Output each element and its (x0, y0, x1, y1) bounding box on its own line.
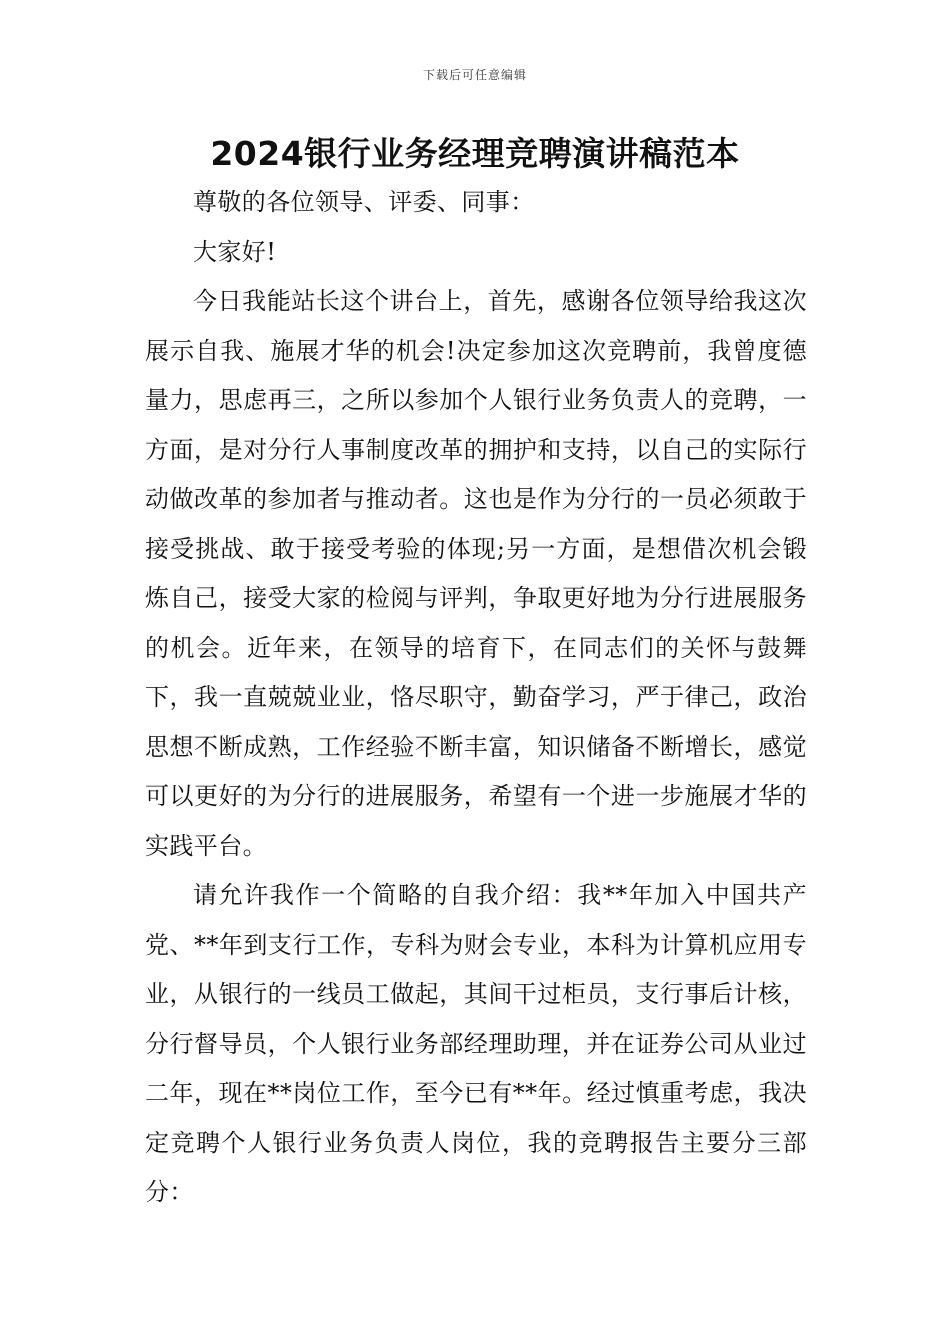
greeting-paragraph: 大家好! (193, 237, 277, 266)
header-note: 下载后可任意编辑 (422, 68, 527, 82)
salutation-paragraph: 尊敬的各位领导、评委、同事： (193, 188, 535, 216)
body-paragraph: 今日我能站长这个讲台上，首先，感谢各位领导给我这次展示自我、施展才华的机会!决定参加这次竞聘前，我曾度德量力，思虑再三，之所以参加个人银行业务负责人的竞聘，一方面，是对分行人事制度改革的拥护和支持，以自己的实际行动做改革的参加者与推动者。这也是作为分行的一员必须敢于接受挑战、敢于接受考验的体现;另一方面，是想借次机会锻炼自己，接受大家的检阅与评判，争取更好地为分行进展服务的机会。近年来，在领导的培育下，在同志们的关怀与鼓舞下，我一直兢兢业业，恪尽职守，勤奋学习，严于律己，政治思想不断成熟，工作经验不断丰富，知识储备不断增长，感觉可以更好的为分行的进展服务，希望有一个进一步施展才华的实践平台。 (145, 287, 807, 860)
document-body (145, 178, 807, 1218)
document-title: 2024银行业务经理竞聘演讲稿范本 (210, 134, 740, 173)
body-paragraph: 请允许我作一个简略的自我介绍：我**年加入中国共产 党、**年到支行工作，专科为财会专业，本科为计算机应用专业，从银行的一线员工做起，其间干过柜员，支行事后计核，分行督导员，个人银行业务部经理助理，并在证券公司从业过二年，现在**岗位工作，至今已有**年。经过慎重考虑，我决定竞聘个人银行业务负责人岗位，我的竞聘报告主要分三部分： (145, 881, 807, 1206)
